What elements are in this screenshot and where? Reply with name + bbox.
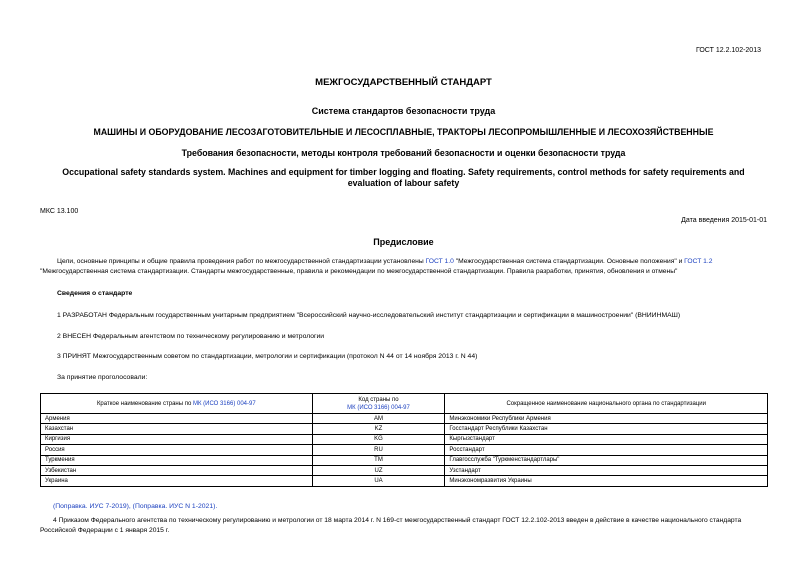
table-row [41, 414, 768, 424]
amendment-link-1[interactable]: Поправка [55, 503, 86, 510]
table-row [41, 455, 768, 465]
standards-body-cell: Росстандарт [445, 445, 768, 455]
country-cell: Россия [41, 445, 313, 455]
preface-text: Цели, основные принципы и общие правила проведения работ по межгосударственной стандартизации установлены [57, 258, 426, 265]
country-cell: Казахстан [41, 424, 313, 434]
document-number: ГОСТ 12.2.102-2013 [695, 47, 761, 54]
table-row [41, 434, 768, 444]
country-code-cell: TM [312, 455, 445, 465]
country-code-cell: KG [312, 434, 445, 444]
amend-text: . ИУС N 1-2021). [165, 503, 218, 510]
country-code-cell: UZ [312, 465, 445, 475]
table-header-row [41, 394, 768, 414]
column-header-code [312, 394, 445, 414]
mks-code: МКС 13.100 [40, 208, 79, 215]
amend-text: ( [53, 503, 56, 510]
preface-paragraph [40, 257, 770, 277]
english-title: Occupational safety standards system. Machines and equipment for timber logging and floating. Safety requirements, control methods for safety requirements and evaluation of labour safety [62, 167, 745, 188]
column-header-body: Сокращенное наименование национального органа по стандартизации [445, 394, 768, 414]
info-item-developed: 1 РАЗРАБОТАН Федеральным государственным унитарным предприятием "Всероссийский научно-исследовательский институт стандартизации и сертификации в машиностроении" (ВНИИНМАШ) [57, 312, 681, 319]
country-cell: Узбекистан [41, 465, 313, 475]
table-row [41, 445, 768, 455]
amendments-note [53, 503, 217, 510]
standard-type-heading: МЕЖГОСУДАРСТВЕННЫЙ СТАНДАРТ [315, 77, 492, 88]
standards-body-cell: Минэкономразвития Украины [445, 476, 768, 486]
voted-label: За принятие проголосовали: [57, 374, 148, 381]
gost-1-0-link[interactable]: ГОСТ 1.0 [425, 258, 454, 265]
country-code-cell: AM [312, 414, 445, 424]
standards-body-cell: Главгосслужба "Туркменстандартлары" [445, 455, 768, 465]
standard-info-heading: Сведения о стандарте [57, 290, 133, 297]
mk-iso-3166-link[interactable]: МК (ИСО 3166) 004-97 [192, 400, 256, 407]
gost-1-2-link[interactable]: ГОСТ 1.2 [684, 258, 713, 265]
country-code-cell: KZ [312, 424, 445, 434]
document-subtitle: Требования безопасности, методы контроля требований безопасности и оценки безопасности труда [181, 148, 626, 158]
standards-body-cell: Кыргызстандарт [445, 434, 768, 444]
header-text: Краткое наименование страны по [96, 400, 193, 407]
voting-countries-table [40, 393, 768, 487]
country-cell: Украина [41, 476, 313, 486]
column-header-country [41, 394, 313, 414]
country-cell: Армения [41, 414, 313, 424]
country-cell: Туркмения [41, 455, 313, 465]
series-title: Система стандартов безопасности труда [311, 106, 496, 116]
info-item-submitted: 2 ВНЕСЕН Федеральным агентством по техническому регулированию и метрологии [57, 333, 325, 340]
table-row [41, 465, 768, 475]
amend-text: . ИУС 7-2019), ( [85, 503, 135, 510]
amendment-link-2[interactable]: Поправка [134, 503, 166, 510]
document-title: МАШИНЫ И ОБОРУДОВАНИЕ ЛЕСОЗАГОТОВИТЕЛЬНЫЕ И ЛЕСОСПЛАВНЫЕ, ТРАКТОРЫ ЛЕСОПРОМЫШЛЕННЫЕ И ЛЕСОХОЗЯЙСТВЕННЫЕ [93, 127, 714, 137]
info-item-adopted: 3 ПРИНЯТ Межгосударственным советом по стандартизации, метрологии и сертификации (протокол N 44 от 14 ноября 2013 г. N 44) [57, 353, 478, 360]
preface-text: "Межгосударственная система стандартизации. Основные положения" и [453, 258, 685, 265]
standards-body-cell: Минэкономики Республики Армения [445, 414, 768, 424]
country-code-cell: RU [312, 445, 445, 455]
table-row [41, 424, 768, 434]
preface-text: "Межгосударственная система стандартизации. Стандарты межгосударственные, правила и рекомендации по межгосударственной стандартизации. Правила разработки, принятия, обновления и отмены" [40, 268, 678, 275]
standards-body-cell: Госстандарт Республики Казахстан [445, 424, 768, 434]
country-code-cell: UA [312, 476, 445, 486]
standards-body-cell: Узстандарт [445, 465, 768, 475]
mk-iso-3166-link[interactable]: МК (ИСО 3166) 004-97 [347, 404, 410, 411]
effective-date: Дата введения 2015-01-01 [681, 217, 767, 224]
country-cell: Киргизия [41, 434, 313, 444]
table-row [41, 476, 768, 486]
header-text: Код страны по [358, 396, 399, 403]
preface-heading: Предисловие [373, 237, 434, 247]
info-item-enacted: 4 Приказом Федерального агентства по техническому регулированию и метрологии от 18 марта 2014 г. N 169-ст межгосударственный стандарт ГОСТ 12.2.102-2013 введен в действие в качестве национального стандарта Российской Федерации с 1 января 2015 г. [40, 517, 742, 534]
